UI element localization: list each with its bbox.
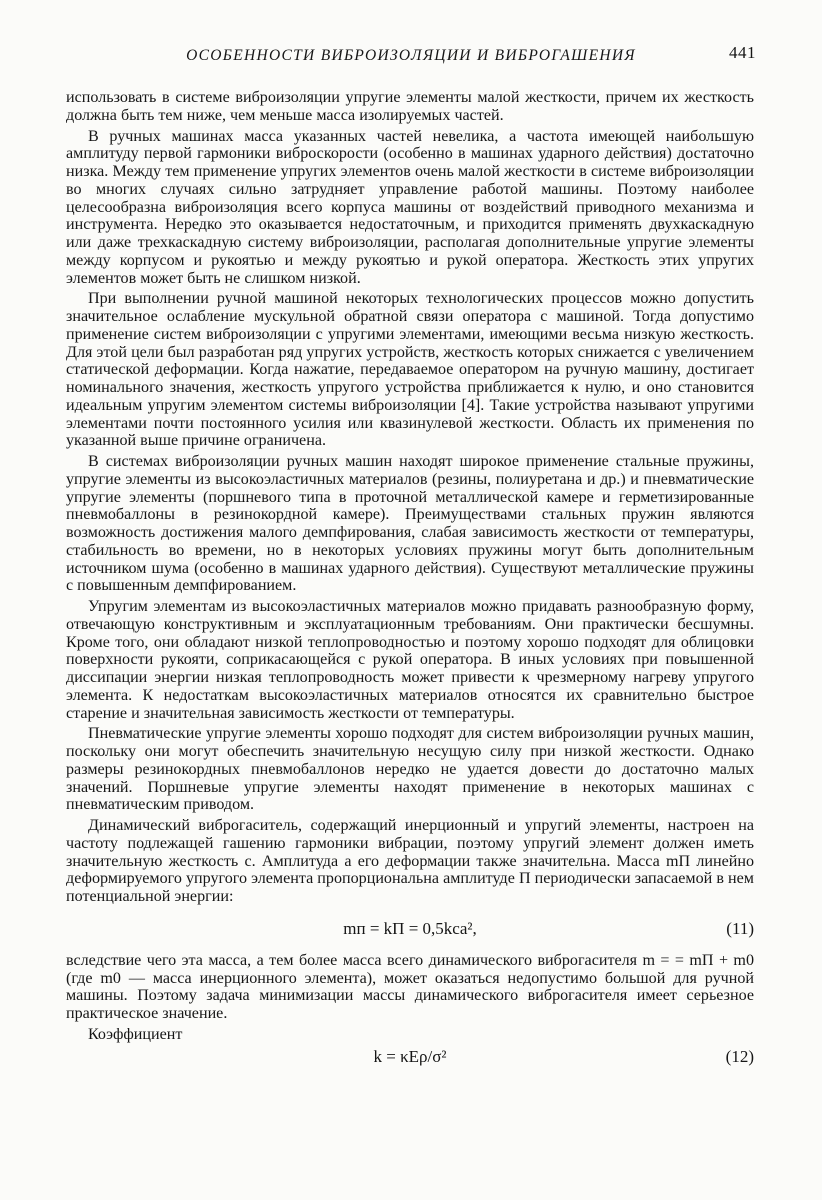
equation-11 xyxy=(66,910,754,950)
paragraph: Упругим элементам из высокоэластичных материалов можно придавать разнообразную форму, отвечающую конструктивным и эксплуатационным требованиям. Они практически бесшумны. Кроме того, они обладают низкой теплопроводностью и поэтому хорошо подходят для облицовки поверхности рукояти, соприкасающейся с рукой оператора. В иных условиях при повышенной диссипации энергии низкая теплопроводность может привести к чрезмерному нагреву упругого элемента. К недостаткам высокоэластичных материалов относятся их сравнительно быстрое старение и значительная зависимость жесткости от температуры. xyxy=(66,598,754,722)
running-header xyxy=(66,43,756,73)
paragraph: В системах виброизоляции ручных машин находят широкое применение стальные пружины, упругие элементы из высокоэластичных материалов (резины, полиуретана и др.) и пневматические упругие элементы (поршневого типа в проточной металлической камере и герметизированные пневмобаллоны в резинокордной камере). Преимуществами стальных пружин являются возможность достижения малого демпфирования, слабая зависимость жесткости от температуры, стабильность во времени, но в некоторых условиях пружины могут быть дополнительным источником шума (особенно в машинах ударного действия). Существуют металлические пружины с повышенным демпфированием. xyxy=(66,453,754,595)
header-title: ОСОБЕННОСТИ ВИБРОИЗОЛЯЦИИ И ВИБРОГАШЕНИЯ xyxy=(186,47,636,64)
paragraph: В ручных машинах масса указанных частей невелика, а частота имеющей наибольшую амплитуду первой гармоники виброскорости (особенно в машинах ударного действия) достаточно низка. Между тем применение упругих элементов очень малой жесткости в системе виброизоляции во многих случаях сильно затрудняет управление работой машины. Поэтому наиболее целесообразна виброизоляция всего корпуса машины от воздействий приводного механизма и инструмента. Нередко это оказывается недостаточным, и приходится применять двухкаскадную или даже трехкаскадную систему виброизоляции, располагая дополнительные упругие элементы между корпусом и рукоятью и между рукоятью и рукой оператора. Жесткость этих упругих элементов может быть не слишком низкой. xyxy=(66,127,754,287)
paragraph-continued: использовать в системе виброизоляции упругие элементы малой жесткости, причем их жесткость должна быть тем ниже, чем меньше масса изолируемых частей. xyxy=(66,89,754,124)
equation-number: (11) xyxy=(726,918,754,938)
equation-number: (12) xyxy=(725,1046,754,1066)
page-number: 441 xyxy=(729,43,756,62)
paragraph: Пневматические упругие элементы хорошо подходят для систем виброизоляции ручных машин, поскольку они могут обеспечить значительную несущую силу при низкой жесткости. Однако размеры резинокордных пневмобаллонов нередко не удается довести до достаточно малых значений. Поршневые упругие элементы находят применение в некоторых машинах с пневматическим приводом. xyxy=(66,725,754,814)
equation-12 xyxy=(66,1042,754,1076)
body-text xyxy=(66,89,754,1078)
equation-expression: k = κEρ/σ² xyxy=(373,1046,447,1066)
paragraph-continued: вследствие чего эта масса, а тем более масса всего динамического виброгасителя m = = mП + m0 (где m0 — масса инерционного элемента), может оказаться недопустимо большой для ручной машины. Поэтому задача минимизации массы динамического виброгасителя имеет серьезное практическое значение. xyxy=(66,951,754,1022)
equation-expression: mп = kП = 0,5kca², xyxy=(343,918,477,938)
paragraph: При выполнении ручной машиной некоторых технологических процессов можно допустить значительное ослабление мускульной обратной связи оператора с машиной. Тогда допустимо применение систем виброизоляции с упругими элементами, имеющими весьма низкую жесткость. Для этой цели был разработан ряд упругих устройств, жесткость которых снижается с увеличением статической деформации. Когда нажатие, передаваемое оператором на ручную машину, достигает номинального значения, жесткость упругого устройства приближается к нулю, и оно становится идеальным упругим элементом системы виброизоляции [4]. Такие устройства называют упругими элементами почти постоянного усилия или квазинулевой жесткости. Область их применения по указанной выше причине ограничена. xyxy=(66,290,754,450)
paragraph: Коэффициент xyxy=(88,1025,183,1043)
paragraph: Динамический виброгаситель, содержащий инерционный и упругий элементы, настроен на частоту подлежащей гашению гармоники вибрации, поэтому упругий элемент должен иметь значительную жесткость c. Амплитуда a его деформации также значительна. Масса mП линейно деформируемого упругого элемента пропорциональна амплитуде П периодически запасаемой в нем потенциальной энергии: xyxy=(66,817,754,905)
